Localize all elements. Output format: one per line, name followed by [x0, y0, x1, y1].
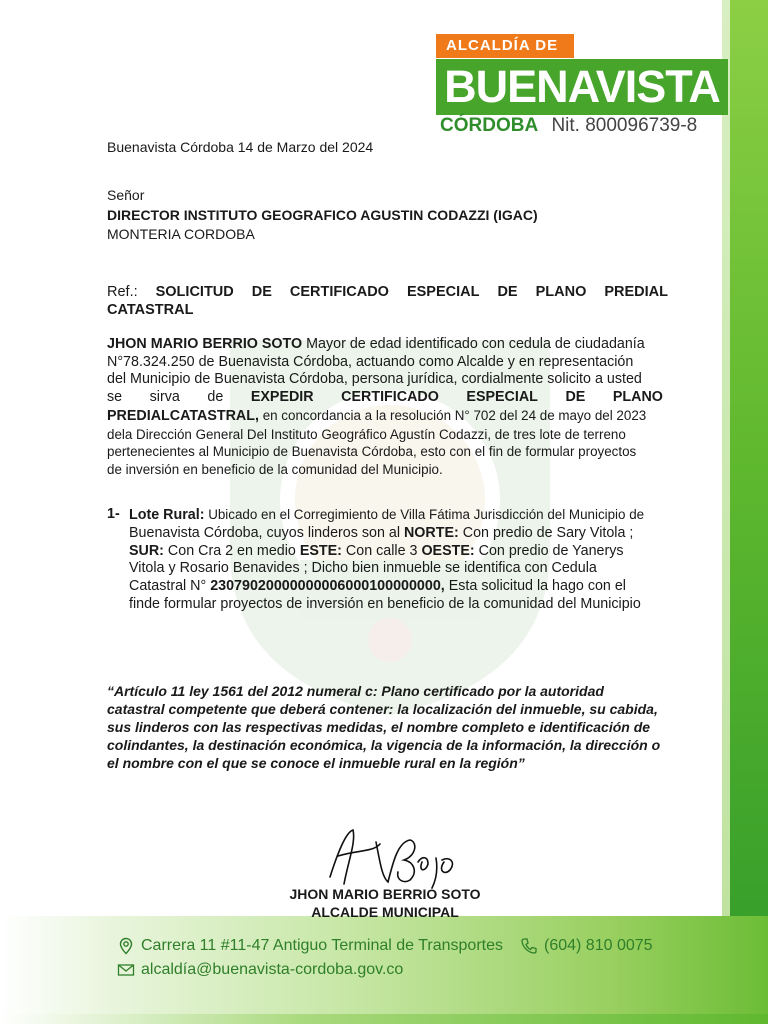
footer-email	[117, 961, 403, 979]
body-text: del Municipio de Buenavista Córdoba, persona jurídica, cordialmente solicito a usted	[107, 371, 642, 388]
body-word: CERTIFICADO	[341, 389, 439, 406]
item-number: 1-	[107, 506, 120, 522]
logo-town-name: BUENAVISTA	[436, 59, 728, 115]
body-word: PLANO	[612, 389, 663, 406]
alcaldia-logo	[436, 34, 728, 136]
item-text: Buenavista Córdoba, cuyos linderos son al	[129, 524, 404, 541]
decor-band-bottom-line	[0, 1014, 768, 1024]
decor-band-right	[730, 0, 768, 1024]
quote-line: catastral competente que deberá contener: la localización del inmueble, su cabida,	[107, 701, 658, 717]
body-signer-name: JHON MARIO BERRIO SOTO	[107, 336, 303, 352]
item-text: Con predio de Sary Vitola ;	[458, 524, 634, 541]
item-bound-label: OESTE:	[421, 542, 475, 559]
ref-word: CERTIFICADO	[289, 284, 389, 300]
footer-email-text[interactable]: alcaldía@buenavista-cordoba.gov.co	[141, 961, 404, 978]
body-text: N°78.324.250 de Buenavista Córdoba, actuando como Alcalde y en representación	[107, 353, 634, 370]
item-bound-label: NORTE:	[403, 524, 459, 541]
body-word: EXPEDIR	[250, 389, 314, 406]
quote-line: sus linderos con las respectivas medidas, el nombre completo e identificación de	[107, 719, 651, 735]
ref-label: Ref.:	[107, 284, 138, 300]
letter-recipient: DIRECTOR INSTITUTO GEOGRAFICO AGUSTIN CODAZZI (IGAC)	[107, 207, 538, 223]
location-pin-icon	[117, 937, 135, 955]
item-bound-label: ESTE:	[299, 542, 342, 559]
logo-region: CÓRDOBA	[440, 115, 539, 136]
body-text: de inversión en beneficio de la comunidad del Municipio.	[107, 461, 443, 477]
ref-line2: CATASTRAL	[107, 302, 194, 318]
quote-line: el nombre con el que se conoce el inmueble rural en la región”	[107, 755, 525, 771]
body-text: en concordancia a la resolución N° 702 del 24 de mayo del 2023	[258, 407, 647, 423]
quote-line: “Artículo 11 ley 1561 del 2012 numeral c: Plano certificado por la autoridad	[107, 683, 604, 699]
item-text: Ubicado en el Corregimiento de Villa Fátima Jurisdicción del Municipio de	[204, 507, 645, 522]
ref-word: DE	[497, 284, 518, 300]
ref-word: PLANO	[535, 284, 587, 300]
logo-subline	[436, 114, 728, 138]
body-word: de	[207, 389, 224, 406]
body-word: se	[107, 389, 123, 406]
item-bound-label: SUR:	[129, 542, 164, 559]
ref-word: ESPECIAL	[406, 284, 480, 300]
letter-reference	[107, 283, 668, 319]
body-request-end: PREDIALCATASTRAL,	[107, 407, 259, 424]
item-text: Esta solicitud la hago con el	[444, 578, 626, 595]
body-line-request	[107, 389, 663, 407]
footer-address-text: Carrera 11 #11-47 Antiguo Terminal de Transportes	[141, 937, 503, 954]
ref-word: SOLICITUD	[155, 284, 234, 300]
body-word: DE	[565, 389, 586, 406]
handwritten-signature	[318, 822, 468, 892]
item-text: Con calle 3	[341, 542, 422, 559]
letter-body	[107, 336, 663, 479]
body-word: ESPECIAL	[466, 389, 538, 406]
item-text: Catastral N°	[129, 578, 211, 595]
body-text: dela Dirección General Del Instituto Geográfico Agustín Codazzi, de tres lote de terreno	[107, 426, 626, 442]
quote-line: colindantes, la destinación económica, la vigencia de la información, la dirección o	[107, 737, 661, 753]
letter-date: Buenavista Córdoba 14 de Marzo del 2024	[107, 139, 374, 155]
item-text: Con predio de Yanerys	[474, 542, 624, 559]
legal-quote	[107, 682, 663, 772]
item-text: finde formular proyectos de inversión en beneficio de la comunidad del Municipio	[129, 595, 641, 612]
ref-word: PREDIAL	[604, 284, 668, 300]
phone-icon	[520, 937, 538, 955]
signer-title: ALCALDE MUNICIPAL	[311, 904, 459, 920]
letter-recipient-city: MONTERIA CORDOBA	[107, 226, 255, 242]
signer-name: JHON MARIO BERRIO SOTO	[289, 886, 481, 902]
item-cadastral-id: 23079020000000006000100000000,	[210, 578, 445, 595]
item-text: Vitola y Rosario Benavides ; Dicho bien inmueble se identifica con Cedula	[129, 560, 597, 577]
logo-top-label: ALCALDÍA DE	[436, 34, 574, 58]
ref-word: DE	[251, 284, 272, 300]
item-title: Lote Rural:	[129, 507, 205, 523]
decor-band-light	[722, 0, 730, 1024]
footer-address	[117, 937, 503, 955]
footer-phone	[520, 937, 653, 955]
logo-nit: Nit. 800096739-8	[551, 115, 698, 136]
letter-salutation: Señor	[107, 187, 145, 203]
body-text: pertenecientes al Municipio de Buenavista Córdoba, esto con el fin de formular proyectos	[107, 444, 637, 460]
footer-phone-text: (604) 810 0075	[544, 937, 653, 954]
item-body	[129, 506, 663, 614]
item-text: Con Cra 2 en medio	[163, 542, 300, 559]
email-icon	[117, 961, 135, 979]
body-text: Mayor de edad identificado con cedula de ciudadanía	[302, 336, 645, 352]
body-word: sirva	[149, 389, 180, 406]
